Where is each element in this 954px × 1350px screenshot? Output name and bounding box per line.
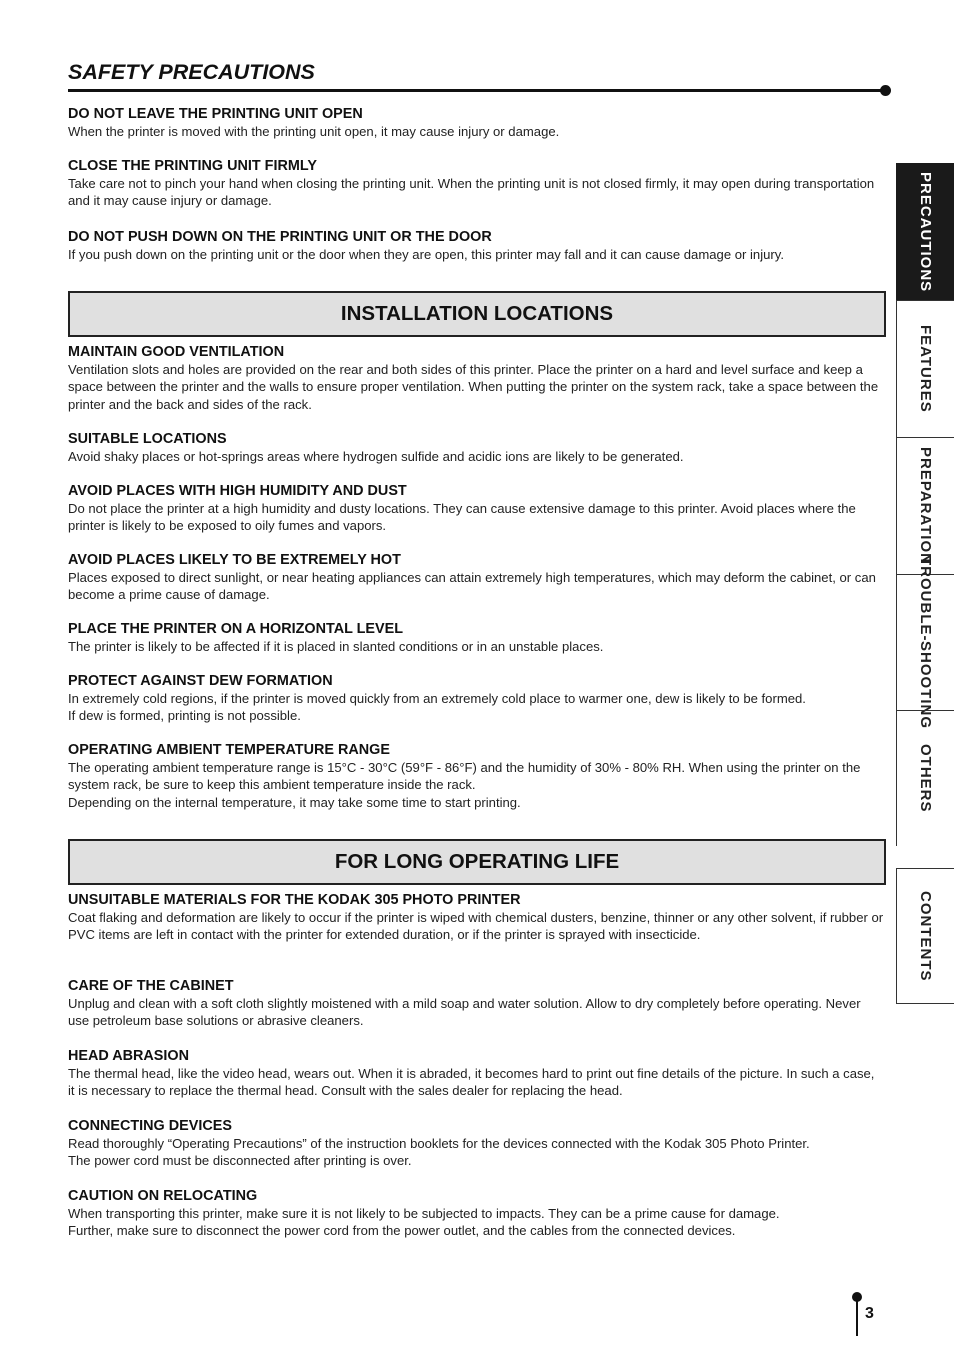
tab-label-line2: SHOOTING <box>917 641 934 730</box>
section-suitable-locations <box>68 430 884 465</box>
tab-troubleshooting[interactable] <box>896 555 954 730</box>
section-dew-formation <box>68 672 884 725</box>
section-ambient-temperature <box>68 741 884 811</box>
section-unsuitable-materials <box>68 891 884 944</box>
tab-label: CONTENTS <box>917 890 934 982</box>
section-close-firmly <box>68 157 884 210</box>
section-text: Further, make sure to disconnect the power cord from the power outlet, and the cables from the connected devices. <box>68 1223 736 1239</box>
section-heading: DO NOT PUSH DOWN ON THE PRINTING UNIT OR THE DOOR <box>68 229 492 245</box>
section-heading: CARE OF THE CABINET <box>68 978 234 994</box>
section-text: If you push down on the printing unit or the door when they are open, this printer may fall and it can cause damage or injury. <box>68 247 784 262</box>
section-text: The power cord must be disconnected after printing is over. <box>68 1153 412 1169</box>
section-heading: SUITABLE LOCATIONS <box>68 431 227 447</box>
section-text: The printer is likely to be affected if it is placed in slanted conditions or in an unstable places. <box>68 639 604 654</box>
section-ventilation <box>68 343 884 413</box>
tab-label: FEATURES <box>917 325 934 413</box>
section-text: When the printer is moved with the printing unit open, it may cause injury or damage. <box>68 124 560 139</box>
section-heading: CLOSE THE PRINTING UNIT FIRMLY <box>68 158 317 174</box>
section-text: The thermal head, like the video head, wears out. When it is abraded, it becomes hard to print out fine details of the picture. In such a case, it is necessary to replace the thermal head. Consult with the sales dealer for replacing the head. <box>68 1066 875 1099</box>
tab-label: OTHERS <box>917 744 934 813</box>
section-heading: DO NOT LEAVE THE PRINTING UNIT OPEN <box>68 106 363 122</box>
tab-preparation[interactable] <box>896 437 954 574</box>
tab-label: PRECAUTIONS <box>917 171 934 293</box>
section-text: Depending on the internal temperature, it may take some time to start printing. <box>68 794 521 810</box>
section-heading: MAINTAIN GOOD VENTILATION <box>68 344 285 360</box>
section-connecting-devices <box>68 1117 884 1170</box>
section-text: When transporting this printer, make sure it is not likely to be subjected to impacts. They can be a prime cause for damage. <box>68 1206 780 1221</box>
section-text: Ventilation slots and holes are provided on the rear and both sides of this printer. Place the printer on a hard and level surface and keep a space between the printer and the walls to ensure proper ventilation. When putting the printer on the system rack, take a space between the printer and the back and sides of the rack. <box>68 362 879 412</box>
section-heading: PROTECT AGAINST DEW FORMATION <box>68 673 333 689</box>
section-text: Coat flaking and deformation are likely to occur if the printer is wiped with chemical dusters, benzine, thinner or any other solvent, if rubber or PVC items are left in contact with the printer for extended duration, or if the printer is sprayed with insecticide. <box>68 910 884 943</box>
section-text: Read thoroughly “Operating Precautions” of the instruction booklets for the devices connected with the Kodak 305 Photo Printer. <box>68 1136 810 1151</box>
section-text: Do not place the printer at a high humidity and dusty locations. They can cause extensive damage to this printer. Avoid places where the printer is likely to be exposed to oily fumes and vapors. <box>68 501 856 534</box>
section-heading: CONNECTING DEVICES <box>68 1118 232 1134</box>
title-rule-dot <box>880 85 891 96</box>
section-do-not-push <box>68 228 884 263</box>
section-heading: PLACE THE PRINTER ON A HORIZONTAL LEVEL <box>68 621 403 637</box>
section-heading: HEAD ABRASION <box>68 1048 189 1064</box>
page-title: SAFETY PRECAUTIONS <box>68 60 315 84</box>
section-heading: AVOID PLACES WITH HIGH HUMIDITY AND DUST <box>68 483 407 499</box>
tab-contents[interactable] <box>896 868 954 1004</box>
page-number-rule <box>856 1297 858 1336</box>
long-operating-life-banner: FOR LONG OPERATING LIFE <box>68 839 886 885</box>
section-heading: AVOID PLACES LIKELY TO BE EXTREMELY HOT <box>68 552 401 568</box>
section-printing-unit-open <box>68 105 884 140</box>
section-text: If dew is formed, printing is not possible. <box>68 708 301 724</box>
section-text: Avoid shaky places or hot-springs areas where hydrogen sulfide and acidic ions are likely to be generated. <box>68 449 684 464</box>
section-care-of-cabinet <box>68 977 884 1030</box>
tab-label-line1: TROUBLE- <box>917 555 934 642</box>
title-rule <box>68 89 886 92</box>
section-horizontal-level <box>68 620 884 655</box>
section-heading: UNSUITABLE MATERIALS FOR THE KODAK 305 PHOTO PRINTER <box>68 892 521 908</box>
section-text: Places exposed to direct sunlight, or near heating appliances can attain extremely high temperatures, which may deform the cabinet, or can become a prime cause of damage. <box>68 570 876 603</box>
tab-others[interactable] <box>896 710 954 846</box>
installation-locations-banner: INSTALLATION LOCATIONS <box>68 291 886 337</box>
section-head-abrasion <box>68 1047 884 1100</box>
section-heading: OPERATING AMBIENT TEMPERATURE RANGE <box>68 742 390 758</box>
section-heading: CAUTION ON RELOCATING <box>68 1188 258 1204</box>
section-humidity-dust <box>68 482 884 535</box>
section-text: Take care not to pinch your hand when closing the printing unit. When the printing unit is not closed firmly, it may open during transportation and it may cause injury or damage. <box>68 176 875 209</box>
tab-label: PREPARATION <box>917 447 934 565</box>
tab-features[interactable] <box>896 300 954 437</box>
section-text: Unplug and clean with a soft cloth slightly moistened with a mild soap and water solution. Allow to dry completely before operating. Never use petroleum base solutions or abrasive cleaners. <box>68 996 861 1029</box>
page-number: 3 <box>865 1305 874 1322</box>
section-text: The operating ambient temperature range is 15°C - 30°C (59°F - 86°F) and the humidity of 30% - 80% RH. When using the printer on the system rack, be sure to keep this ambient temperature inside the rack. <box>68 760 861 793</box>
section-extremely-hot <box>68 551 884 604</box>
tab-precautions[interactable] <box>896 163 954 300</box>
section-caution-relocating <box>68 1187 884 1240</box>
section-text: In extremely cold regions, if the printer is moved quickly from an extremely cold place to warmer one, dew is likely to be formed. <box>68 691 806 706</box>
